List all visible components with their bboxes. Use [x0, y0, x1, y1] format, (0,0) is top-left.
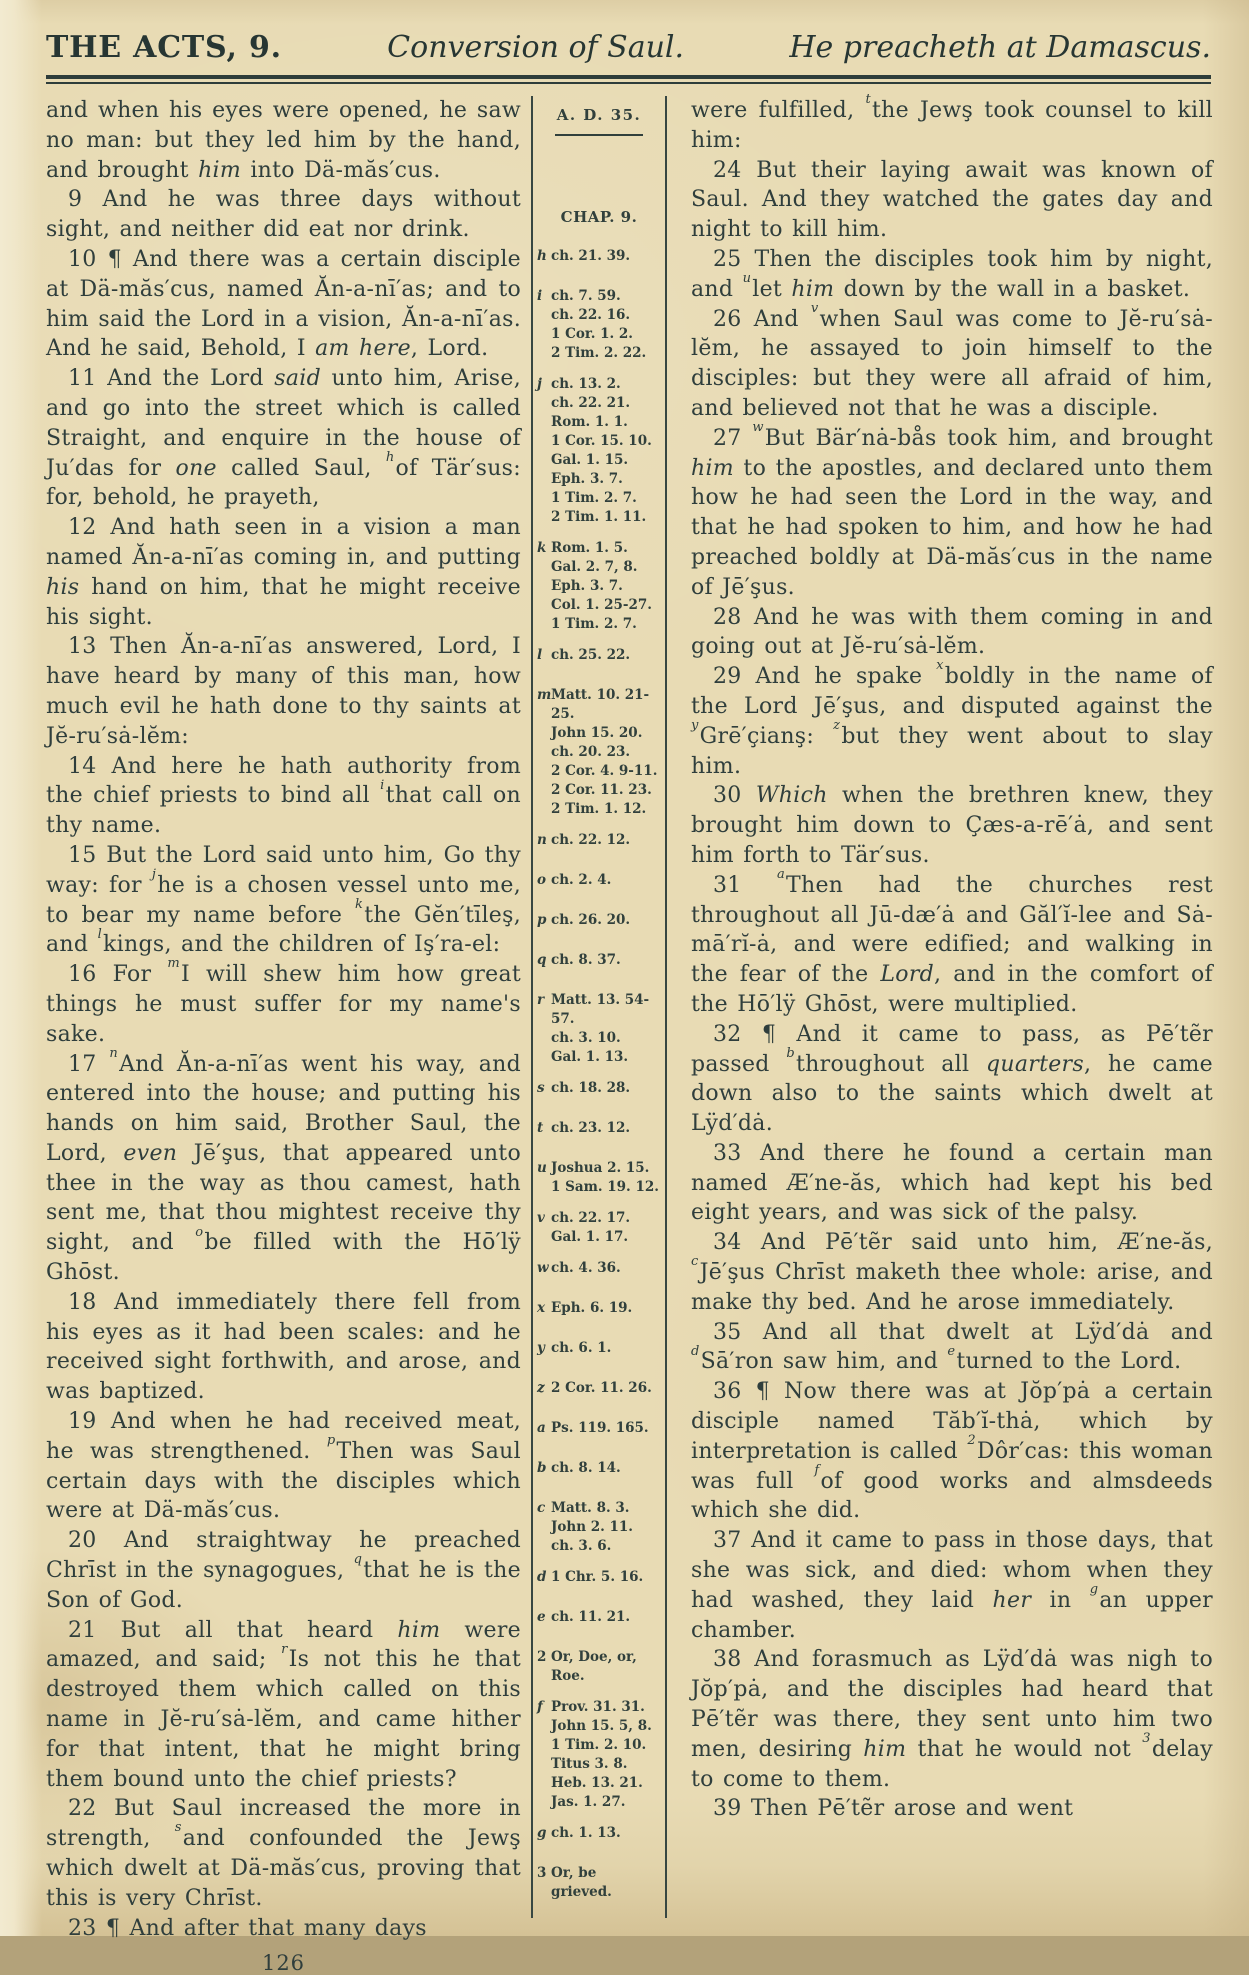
left-column	[46, 96, 531, 1975]
reference-citation: Or, be grieved.	[551, 1865, 612, 1900]
reference-entry	[537, 911, 661, 930]
verse-paragraph: 34 And Pē′tẽr said unto him, Æ′ne-ăs, $^c$Jē′şus Chrīst maketh thee whole: arise, and make thy bed. And he arose immediately.	[691, 1230, 1213, 1315]
running-head-right-subject: He preacheth at Damascus.	[789, 30, 1211, 65]
verse-paragraph: 35 And all that dwelt at Lÿd′dȧ and $^d$Sā′ron saw him, and $^e$turned to the Lord.	[691, 1319, 1213, 1375]
reference-entry	[537, 1459, 661, 1478]
verse-paragraph: 22 But Saul increased the more in strength, $^s$and confounded the Jewş which dwelt at Dä-măs′cus, proving that this is very Chrīst.	[46, 1796, 521, 1911]
reference-citation: ch. 4. 36.	[551, 1260, 621, 1276]
reference-marker: w	[537, 1260, 549, 1276]
verse-paragraph: were fulfilled, $^t$the Jewş took counsel to kill him:	[691, 92, 1214, 153]
reference-marker: a	[537, 1420, 546, 1436]
verse-paragraph: 23 ¶ And after that many days	[68, 1915, 427, 1941]
reference-citation: ch. 8. 37.	[551, 952, 621, 968]
reference-citation: ch. 1. 13.	[551, 1825, 621, 1841]
verse-paragraph: 33 And there he found a certain man named Æ′ne-ăs, which had kept his bed eight years, and was sick of the palsy.	[691, 1140, 1213, 1226]
reference-citation: Matt. 10. 21- 25. John 15. 20. ch. 20. 23. 2 Cor. 4. 9-11. 2 Cor. 11. 23. 2 Tim. 1. 12.	[551, 687, 658, 817]
reference-entry	[537, 1499, 661, 1556]
reference-entry	[537, 539, 661, 634]
left-column-text	[46, 96, 521, 1943]
verse-paragraph: 37 And it came to pass in those days, that she was sick, and died: whom when they had washed, they laid her in $^g$an upper chamber.	[691, 1528, 1213, 1643]
verse-paragraph: 25 Then the disciples took him by night, and $^u$let him down by the wall in a basket.	[691, 246, 1213, 302]
reference-entry	[537, 686, 661, 819]
reference-marker: g	[537, 1825, 547, 1841]
reference-entry	[537, 1864, 661, 1902]
verse-paragraph: 11 And the Lord said unto him, Arise, and go into the street which is called Straight, and enquire in the house of Ju′das for one called Saul, $^h$of Tär′sus: for, behold, he prayeth,	[46, 366, 522, 511]
verse-paragraph: 18 And immediately there fell from his eyes as it had been scales: and he received sight forthwith, and arose, and was baptized.	[46, 1289, 521, 1405]
reference-citation: ch. 2. 4.	[551, 872, 612, 888]
verse-paragraph: 16 For $^m$I will shew him how great things he must suffer for my name's sake.	[46, 956, 522, 1047]
reference-marker: s	[537, 1080, 545, 1096]
verse-paragraph: 21 But all that heard him were amazed, and said; $^r$Is not this he that destroyed them which called on this name in Jĕ-ru′sȧ-lĕm, and came hither for that intent, that he might bring them bound unto the chief priests?	[46, 1617, 521, 1792]
verse-paragraph: 9 And he was three days without sight, and neither did eat nor drink.	[46, 187, 521, 243]
header-double-rule	[46, 75, 1211, 84]
reference-marker: r	[537, 992, 545, 1008]
verse-paragraph: 38 And forasmuch as Lÿd′dȧ was nigh to Jŏp′pȧ, and the disciples had heard that Pē′tẽr was there, they sent unto him two men, desiring him that he would not $^3$delay to come to them.	[691, 1647, 1213, 1792]
reference-marker: z	[537, 1380, 545, 1396]
reference-entry	[537, 1419, 661, 1438]
reference-citation: Rom. 1. 5. Gal. 2. 7, 8. Eph. 3. 7. Col. 1. 25-27. 1 Tim. 2. 7.	[551, 540, 652, 632]
reference-entry	[537, 1339, 661, 1358]
reference-marker: c	[537, 1500, 546, 1516]
verse-paragraph: 30 Which when the brethren knew, they brought him down to Çæs-a-rē′ȧ, and sent him forth to Tär′sus.	[691, 783, 1213, 868]
reference-marker: x	[537, 1300, 546, 1316]
reference-citation: Ps. 119. 165.	[551, 1420, 649, 1436]
verse-paragraph: 14 And here he hath authority from the chief priests to bind all $^i$that call on thy name.	[46, 753, 521, 839]
reference-entry	[537, 1159, 661, 1197]
reference-marker: n	[537, 832, 547, 848]
reference-marker: f	[537, 1699, 543, 1715]
reference-entry	[537, 831, 661, 850]
reference-marker: 3	[537, 1865, 547, 1881]
reference-list	[537, 247, 661, 1902]
reference-citation: ch. 22. 17. Gal. 1. 17.	[551, 1210, 631, 1245]
reference-entry	[537, 991, 661, 1067]
verse-paragraph: 15 But the Lord said unto him, Go thy way: for $^j$he is a chosen vessel unto me, to bear my name before $^k$the Gĕn′tīleş, and $^l$kings, and the children of Iş′ra-el:	[46, 842, 522, 958]
verse-paragraph: 24 But their laying await was known of Saul. And they watched the gates day and night to kill him.	[691, 157, 1213, 243]
page-number: 126	[261, 1951, 306, 1975]
reference-citation: Prov. 31. 31. John 15. 5, 8. 1 Tim. 2. 10. Titus 3. 8. Heb. 13. 21. Jas. 1. 27.	[551, 1699, 652, 1810]
verse-paragraph: 13 Then Ăn-a-nī′as answered, Lord, I have heard by many of this man, how much evil he hath done to thy saints at Jĕ-ru′sȧ-lĕm:	[46, 634, 521, 749]
verse-paragraph: 32 ¶ And it came to pass, as Pē′tẽr passed $^b$throughout all quarters, he came down also to the saints which dwelt at Lÿd′dȧ.	[691, 1021, 1214, 1137]
verse-paragraph: 20 And straightway he preached Chrīst in the synagogues, $^q$that he is the Son of God.	[46, 1528, 521, 1613]
reference-citation: ch. 7. 59. ch. 22. 16. 1 Cor. 1. 2. 2 Tim. 2. 22.	[551, 288, 647, 361]
verse-paragraph: 10 ¶ And there was a certain disciple at Dä-măs′cus, named Ăn-a-nī′as; and to him said the Lord in a vision, Ăn-a-nī′as. And he said, Behold, I am here, Lord.	[46, 246, 521, 362]
verse-paragraph: 19 And when he had received meat, he was strengthened. $^p$Then was Saul certain days with the disciples which were at Dä-măs′cus.	[46, 1409, 521, 1524]
verse-paragraph: 39 Then Pē′tẽr arose and went	[713, 1796, 1074, 1822]
reference-entry	[537, 1259, 661, 1278]
reference-entry	[537, 1648, 661, 1686]
reference-citation: Eph. 6. 19.	[551, 1300, 633, 1316]
reference-citation: ch. 22. 12.	[551, 832, 631, 848]
reference-marker: h	[537, 248, 547, 264]
verse-paragraph: 26 And $^v$when Saul was come to Jĕ-ru′sȧ-lĕm, he assayed to join himself to the disciples: but they were all afraid of him, and believed not that he was a disciple.	[691, 300, 1213, 421]
date-rule	[555, 134, 643, 136]
reference-citation: ch. 26. 20.	[551, 912, 631, 928]
reference-citation: ch. 11. 21.	[551, 1609, 631, 1625]
verse-paragraph: and when his eyes were opened, he saw no man: but they led him by the hand, and brought him into Dä-măs′cus.	[46, 98, 521, 183]
reference-marker: u	[537, 1160, 547, 1176]
verse-paragraph: 17 $^n$And Ăn-a-nī′as went his way, and entered into the house; and putting his hands on him said, Brother Saul, the Lord, even Jē′şus, that appeared unto thee in the way as thou camest, hath sent me, that thou mightest receive thy sight, and $^o$be filled with the Hō′lÿ Ghōst.	[46, 1045, 521, 1286]
reference-marker: l	[537, 647, 543, 663]
reference-column	[533, 96, 665, 1918]
reference-marker: t	[537, 1120, 544, 1136]
right-column	[667, 92, 1214, 1918]
reference-entry	[537, 951, 661, 970]
reference-entry	[537, 1698, 661, 1812]
chapter-label: CHAP. 9.	[560, 208, 638, 226]
reference-entry	[537, 1379, 661, 1398]
reference-entry	[537, 1079, 661, 1098]
reference-marker: p	[537, 912, 547, 928]
reference-entry	[537, 1209, 661, 1247]
date-label: A. D. 35.	[556, 106, 642, 124]
running-head-book-title: THE ACTS, 9.	[46, 30, 282, 65]
reference-marker: d	[537, 1569, 547, 1585]
reference-marker: i	[537, 288, 543, 304]
reference-entry	[537, 375, 661, 527]
reference-entry	[537, 287, 661, 363]
reference-marker: o	[537, 872, 547, 888]
reference-citation: Or, Doe, or, Roe.	[551, 1649, 637, 1684]
reference-citation: ch. 13. 2. ch. 22. 21. Rom. 1. 1. 1 Cor. 15. 10. Gal. 1. 15. Eph. 3. 7. 1 Tim. 2. 7. 2 Tim. 1. 11.	[551, 376, 652, 525]
reference-marker: y	[537, 1340, 545, 1356]
reference-entry	[537, 1608, 661, 1627]
reference-entry	[537, 1299, 661, 1318]
reference-citation: ch. 21. 39.	[551, 248, 631, 264]
reference-citation: Matt. 13. 54- 57. ch. 3. 10. Gal. 1. 13.	[551, 992, 650, 1065]
reference-entry	[537, 1824, 661, 1843]
verse-paragraph: 28 And he was with them coming in and going out at Jĕ-ru′sȧ-lĕm.	[691, 604, 1213, 660]
verse-paragraph: 27 $^w$But Bär′nȧ-bås took him, and brought him to the apostles, and declared unto them how he had seen the Lord in the way, and that he had spoken to him, and how he had preached boldly at Dä-măs′cus in the name of Jē′şus.	[691, 419, 1213, 600]
running-head	[0, 0, 1249, 73]
reference-citation: ch. 25. 22.	[551, 647, 631, 663]
reference-entry	[537, 1568, 661, 1587]
reference-marker: e	[537, 1609, 546, 1625]
verse-paragraph: 29 And he spake $^x$boldly in the name of the Lord Jē′şus, and disputed against the $^y$Grē′çianş: $^z$but they went about to slay him.	[691, 658, 1214, 779]
running-head-left-subject: Conversion of Saul.	[387, 30, 685, 65]
reference-citation: Joshua 2. 15. 1 Sam. 19. 12.	[551, 1160, 659, 1195]
reference-entry	[537, 247, 661, 266]
text-block	[0, 84, 1249, 1975]
verse-paragraph: 12 And hath seen in a vision a man named Ăn-a-nī′as coming in, and putting his hand on him, that he might receive his sight.	[46, 515, 521, 630]
reference-marker: b	[537, 1460, 547, 1476]
reference-marker: j	[537, 376, 542, 392]
verse-paragraph: 31 $^a$Then had the churches rest throughout all Jū-dæ′ȧ and Găl′ĭ-lee and Sȧ-mā′rĭ-ȧ, and were edified; and walking in the fear of the Lord, and in the comfort of the Hō′lÿ Ghōst, were multiplied.	[691, 866, 1214, 1017]
reference-citation: ch. 8. 14.	[551, 1460, 621, 1476]
reference-entry	[537, 1119, 661, 1138]
reference-entry	[537, 871, 661, 890]
reference-entry	[537, 646, 661, 665]
right-column-text	[691, 92, 1214, 1824]
reference-citation: ch. 23. 12.	[551, 1120, 631, 1136]
reference-citation: 2 Cor. 11. 26.	[551, 1380, 652, 1396]
reference-marker: m	[537, 687, 552, 703]
verse-paragraph: 36 ¶ Now there was at Jŏp′pȧ a certain disciple named Tăb′ĭ-thȧ, which by interpretation is called $^2$Dôr′cas: this woman was full $^f$of good works and almsdeeds which she did.	[691, 1379, 1213, 1524]
reference-citation: ch. 18. 28.	[551, 1080, 631, 1096]
reference-marker: v	[537, 1210, 545, 1226]
reference-marker: q	[537, 952, 547, 968]
reference-citation: Matt. 8. 3. John 2. 11. ch. 3. 6.	[551, 1500, 634, 1554]
reference-marker: k	[537, 540, 547, 556]
reference-marker: 2	[537, 1649, 547, 1665]
reference-citation: ch. 6. 1.	[551, 1340, 612, 1356]
reference-citation: 1 Chr. 5. 16.	[551, 1569, 644, 1585]
